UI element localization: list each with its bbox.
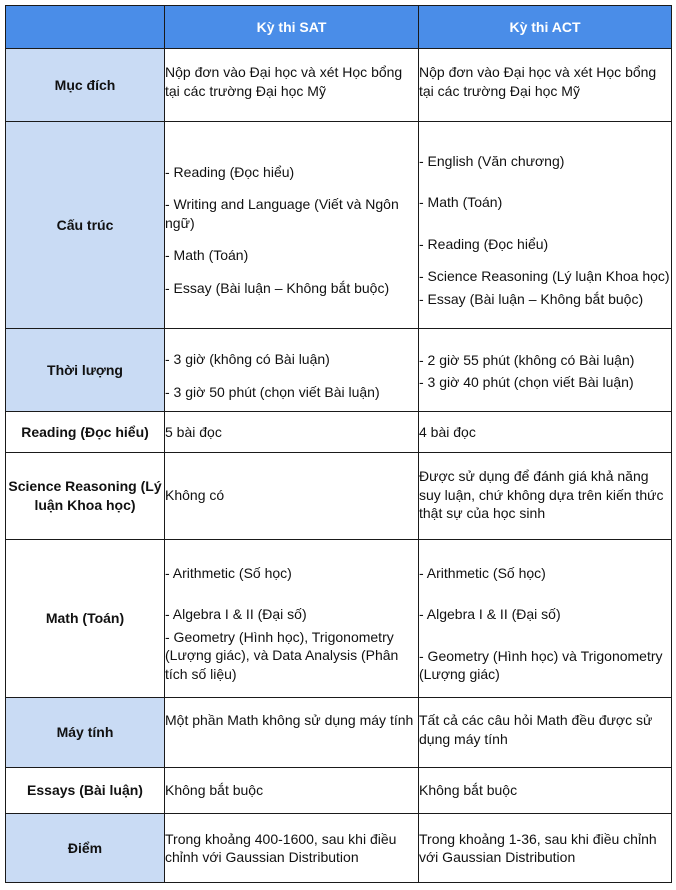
row-label: Science Reasoning (Lý luận Khoa học) — [6, 453, 165, 540]
sat-cell: Không có — [165, 453, 419, 540]
sat-cell: Không bắt buộc — [165, 768, 419, 814]
row-label: Mục đích — [6, 49, 165, 122]
list-item: - Geometry (Hình học), Trigonometry (Lượng giác), và Data Analysis (Phân tích số liệu) — [165, 628, 399, 682]
list-item: - English (Văn chương) — [419, 152, 565, 169]
row-label: Essays (Bài luận) — [6, 768, 165, 814]
sat-cell — [165, 540, 419, 698]
table-row-structure — [6, 122, 672, 329]
act-cell: Trong khoảng 1-36, sau khi điều chỉnh với Gaussian Distribution — [419, 814, 672, 883]
header-row — [6, 6, 672, 49]
row-label: Thời lượng — [6, 329, 165, 412]
sat-cell: Nộp đơn vào Đại học và xét Học bổng tại các trường Đại học Mỹ — [165, 49, 419, 122]
sat-cell — [165, 122, 419, 329]
act-cell: Không bắt buộc — [419, 768, 672, 814]
table-row-purpose — [6, 49, 672, 122]
list-item: - 3 giờ 40 phút (chọn viết Bài luận) — [419, 374, 634, 390]
row-label: Reading (Đọc hiểu) — [6, 412, 165, 453]
act-cell — [419, 329, 672, 412]
row-label: Math (Toán) — [6, 540, 165, 698]
row-label: Điểm — [6, 814, 165, 883]
act-cell: Tất cả các câu hỏi Math đều được sử dụng máy tính — [419, 698, 672, 768]
act-cell: 4 bài đọc — [419, 412, 672, 453]
act-cell — [419, 122, 672, 329]
list-item: - Math (Toán) — [419, 194, 503, 211]
comparison-table — [5, 5, 672, 883]
list-item: - Math (Toán) — [165, 247, 249, 264]
sat-cell — [165, 329, 419, 412]
sat-cell: Trong khoảng 400-1600, sau khi điều chỉnh với Gaussian Distribution — [165, 814, 419, 883]
list-item: - Geometry (Hình học) và Trigonometry (Lượng giác) — [419, 647, 663, 682]
list-item: - Arithmetic (Số học) — [165, 564, 292, 581]
list-item: - Writing and Language (Viết và Ngôn ngữ) — [165, 196, 399, 231]
act-cell — [419, 540, 672, 698]
act-cell: Nộp đơn vào Đại học và xét Học bổng tại các trường Đại học Mỹ — [419, 49, 672, 122]
act-cell: Được sử dụng để đánh giá khả năng suy luận, chứ không dựa trên kiến thức thật sự của học sinh — [419, 453, 672, 540]
table-row-math — [6, 540, 672, 698]
list-item: - 2 giờ 55 phút (không có Bài luận) — [419, 351, 635, 368]
list-item: - Essay (Bài luận – Không bắt buộc) — [165, 279, 390, 296]
table-row-score — [6, 814, 672, 883]
table-row-science — [6, 453, 672, 540]
list-item: - 3 giờ 50 phút (chọn viết Bài luận) — [165, 383, 380, 400]
list-item: - Reading (Đọc hiểu) — [419, 235, 549, 252]
list-item: - Arithmetic (Số học) — [419, 564, 546, 581]
table-row-reading — [6, 412, 672, 453]
table-row-calculator — [6, 698, 672, 768]
header-act: Kỳ thi ACT — [419, 6, 672, 49]
row-label: Máy tính — [6, 698, 165, 768]
list-item: - Algebra I & II (Đại số) — [165, 606, 307, 623]
sat-cell: 5 bài đọc — [165, 412, 419, 453]
table-row-essays — [6, 768, 672, 814]
table-row-duration — [6, 329, 672, 412]
header-sat: Kỳ thi SAT — [165, 6, 419, 49]
list-item: - Essay (Bài luận – Không bắt buộc) — [419, 290, 644, 307]
list-item: - Science Reasoning (Lý luận Khoa học) — [419, 268, 670, 285]
row-label: Cấu trúc — [6, 122, 165, 329]
list-item: - Algebra I & II (Đại số) — [419, 606, 561, 622]
sat-cell: Một phần Math không sử dụng máy tính — [165, 698, 419, 768]
header-corner — [6, 6, 165, 49]
list-item: - 3 giờ (không có Bài luận) — [165, 351, 330, 367]
list-item: - Reading (Đọc hiểu) — [165, 163, 295, 180]
